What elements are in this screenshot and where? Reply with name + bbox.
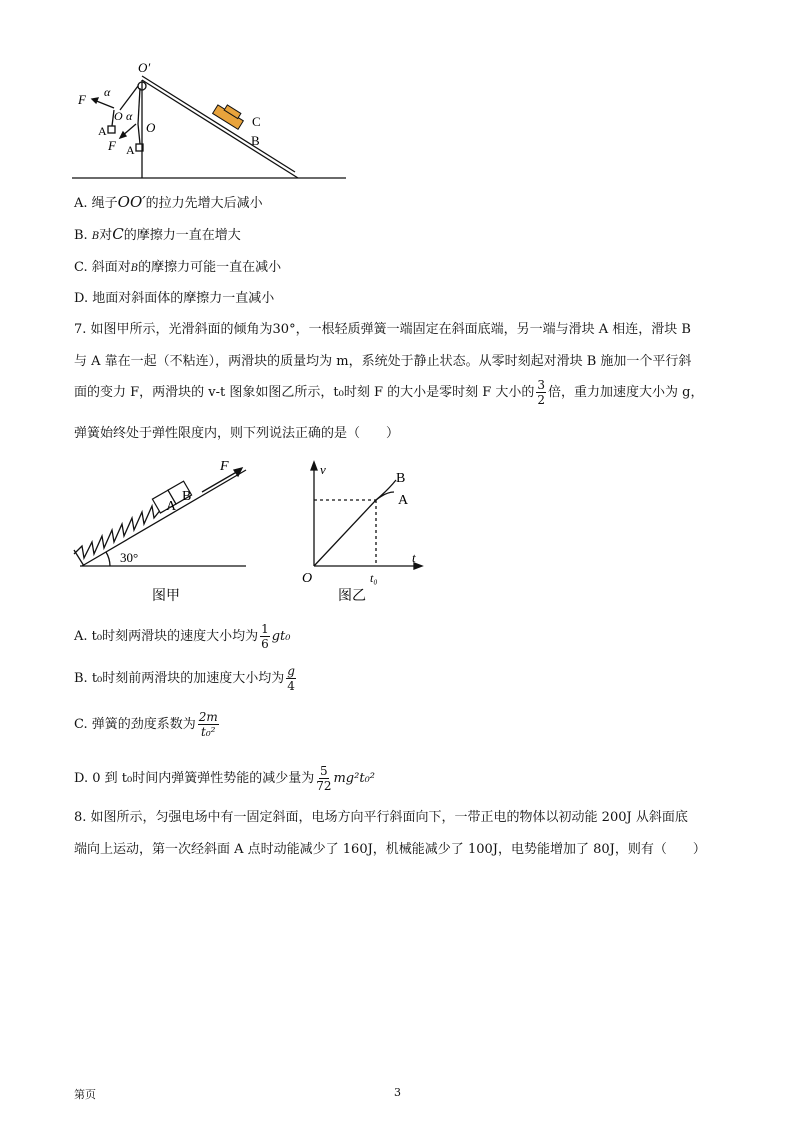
label-A: A [166,499,177,514]
angle-arc [106,552,110,566]
caption-yi: 图乙 [338,589,366,604]
label-o-prime: O′ [138,60,151,75]
incline-surface [142,80,298,178]
q7-line-4: 弹簧始终处于弹性限度内，则下列说法正确的是（ ） [74,426,400,441]
caption-jia: 图甲 [152,589,180,604]
label-A2: A [126,143,135,157]
label-alpha2: α [126,109,133,123]
pulley-incline-figure [70,58,350,184]
rope-to-O1 [120,86,138,110]
spring-incline-figure [70,458,260,608]
q7-option-d: D. 0 到 t₀时间内弹簧弹性势能的减少量为 $\frac{5}{72}$ mg²t₀² [74,764,375,793]
label-O1: O [114,109,123,123]
label-t: t [412,550,416,565]
curve-A [376,492,394,500]
rope-to-O2 [138,88,140,124]
q7-line-2: 与 A 靠在一起（不粘连），两滑块的质量均为 m，系统处于静止状态。从零时刻起对滑块 B 施加一个平行斜 [74,354,692,369]
incline-top-edge [142,76,295,172]
q6-option-d: D. 地面对斜面体的摩擦力一直减小 [74,291,275,306]
label-curve-A: A [398,493,409,508]
q8-line-1: 8. 如图所示，匀强电场中有一固定斜面，电场方向平行斜面向下，一带正电的物体以初动能 200J 从斜面底 [74,810,688,825]
label-origin: O [302,571,313,586]
q6-option-a: A. 绳子OO′的拉力先增大后减小 [74,193,263,211]
label-alpha1: α [104,85,111,99]
label-angle: 30° [120,550,139,565]
label-A1: A [98,124,107,138]
rope-O2-to-A [138,124,140,144]
fraction-three-halves: $\frac{3}{2}$ [537,378,546,407]
q7-line-3: 面的变力 F，两滑块的 v-t 图象如图乙所示，t₀时刻 F 的大小是零时刻 F 大小的 $\frac{3}{2}$ 倍，重力加速度大小为 g， [74,378,704,407]
footer-label: 第页 [74,1088,96,1101]
velocity-time-graph [296,458,426,608]
q6-option-b: B. B对C的摩擦力一直在增大 [74,225,241,243]
label-F: F [220,459,229,474]
q8-line-2: 端向上运动，第一次经斜面 A 点时动能减少了 160J，机械能减少了 100J，电势能增加了 80J，则有（ ） [74,842,706,857]
shared-line [314,500,376,566]
q7-line-1: 7. 如图甲所示，光滑斜面的倾角为30°，一根轻质弹簧一端固定在斜面底端，另一端与滑块 A 相连，滑块 B [74,322,691,337]
q6-option-c: C. 斜面对B的摩擦力可能一直在减小 [74,260,282,275]
q7-option-b: B. t₀时刻前两滑块的加速度大小均为 $\frac{g}{4}$ [74,664,295,693]
label-B: B [251,133,260,148]
incline-line [82,470,246,566]
block-A-1 [108,126,115,133]
label-F1: F [78,92,86,107]
q7-option-a: A. t₀时刻两滑块的速度大小均为 $\frac{1}{6}$ gt₀ [74,622,291,651]
label-v: v [320,462,326,477]
q7-option-c: C. 弹簧的劲度系数为 $\frac{2m}{\text{t₀²}}$ [74,710,218,739]
label-C: C [252,114,261,129]
label-curve-B: B [396,471,406,486]
spring [74,506,162,558]
label-B: B [182,489,192,504]
label-O2: O [146,120,156,135]
label-t0: t₀ [370,571,378,585]
label-F2: F [108,138,116,153]
page-number: 3 [394,1086,401,1099]
